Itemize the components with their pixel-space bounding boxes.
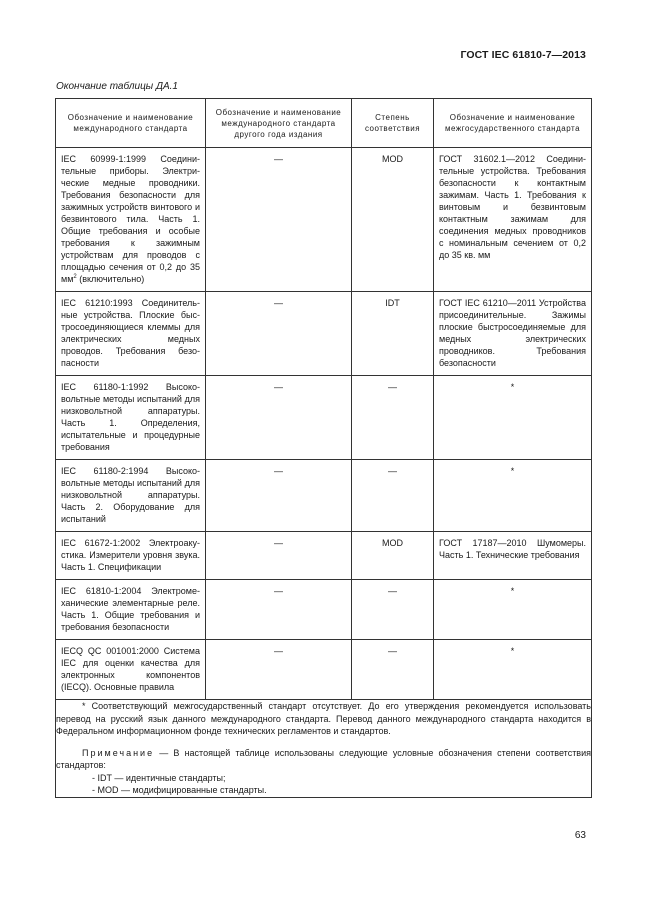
cell-other-year: — — [274, 298, 283, 308]
cell-degree: MOD — [382, 538, 403, 548]
column-header-interstate: Обозначение и наименование межгосударственного стандарта — [434, 99, 592, 148]
cell-degree: IDT — [385, 298, 400, 308]
cell-interstate: * — [510, 586, 515, 596]
cell-international: IEC 61672-1:2002 Электроакустика. Измерители уровня звука. Часть 1. Спецификации — [61, 538, 200, 572]
list-item: - MOD — модифицированные стандарты. — [92, 785, 267, 795]
table-row — [56, 148, 592, 292]
table-row — [56, 532, 592, 580]
remark-text: — В настоящей таблице использованы следующие условные обозначения степени соответствия стандартов: — [56, 747, 591, 770]
cell-other-year: — — [274, 154, 283, 164]
cell-interstate: * — [510, 382, 515, 392]
standards-table — [55, 98, 592, 798]
cell-degree: — — [388, 646, 397, 656]
cell-degree: — — [388, 586, 397, 596]
cell-other-year: — — [274, 538, 283, 548]
cell-other-year: — — [274, 646, 283, 656]
cell-other-year: — — [274, 466, 283, 476]
cell-international: IEC 61180-2:1994 Высоковольтные методы испытаний для низковольтной аппаратуры. Часть 2. Оборудование для испытаний — [61, 466, 200, 524]
page-number: 63 — [574, 830, 586, 841]
cell-interstate: ГОСТ 31602.1—2012 Соединительные устройства. Требования безопасности к контактным зажимам. Часть 1. Требования к винтовым и безвинтовым контактным зажимам для соединения медных проводников с номинальным сечением от 0,2 до 35 кв. мм — [439, 154, 586, 260]
list-item: - IDT — идентичные стандарты; — [92, 772, 226, 783]
cell-interstate: ГОСТ IEC 61210—2011 Устройства присоединительные. Зажимы плоские быстросоединяемые для медных электрических проводников. Требования безопасности — [439, 298, 586, 368]
column-header-international: Обозначение и наименование международного стандарта — [56, 99, 206, 148]
cell-international: IEC 60999-1:1999 Соединительные приборы. Электрические медные проводники. Требования безопасности для зажимных устройств винтового и безвинтового тила. Часть 1. Общие требования и особые требования к зажимным устройствам для проводов с площадью сечения от 0,2 до 35 $мм^2$ (включительно) — [61, 154, 200, 284]
table-header-row — [56, 99, 592, 148]
table-row — [56, 460, 592, 532]
cell-interstate: * — [510, 466, 515, 476]
remark — [56, 747, 591, 772]
notes-row — [56, 700, 592, 798]
table-row — [56, 292, 592, 376]
cell-degree: — — [388, 382, 397, 392]
footnote: * Соответствующий межгосударственный стандарт отсутствует. До его утверждения рекомендуется использовать перевод на русский язык данного международного стандарта. Перевод данного международного стандарта находится в Федеральном информационном фонде технических регламентов и стандартов. — [56, 701, 591, 736]
table-row — [56, 580, 592, 640]
table-caption: Окончание таблицы ДА.1 — [56, 81, 178, 92]
cell-international: IEC 61210:1993 Соединительные устройства. Плоские быстросоединяющиеся клеммы для электрических медных проводов. Требования безопасности — [61, 298, 200, 368]
column-header-degree: Степень соответствия — [352, 99, 434, 148]
table-row — [56, 640, 592, 700]
cell-interstate: * — [510, 646, 515, 656]
cell-degree: MOD — [382, 154, 403, 164]
document-code: ГОСТ IEC 61810-7—2013 — [460, 49, 586, 61]
cell-interstate: ГОСТ 17187—2010 Шумомеры. Часть 1. Технические требования — [439, 538, 586, 560]
cell-international: IEC 61180-1:1992 Высоковольтные методы испытаний для низковольтной аппаратуры. Часть 1. Определения, испытательные и процедурные требования — [61, 382, 200, 452]
cell-other-year: — — [274, 586, 283, 596]
cell-degree: — — [388, 466, 397, 476]
table-row — [56, 376, 592, 460]
remark-label: Примечание — [82, 747, 155, 758]
cell-international: IEC 61810-1:2004 Электромеханические элементарные реле. Часть 1. Общие требования и требования безопасности — [61, 586, 200, 632]
cell-international: IECQ QC 001001:2000 Система IEC для оценки качества для электронных компонентов (IECQ). Основные правила — [61, 646, 200, 692]
column-header-other-year: Обозначение и наименование международного стандарта другого года издания — [206, 99, 352, 148]
cell-other-year: — — [274, 382, 283, 392]
